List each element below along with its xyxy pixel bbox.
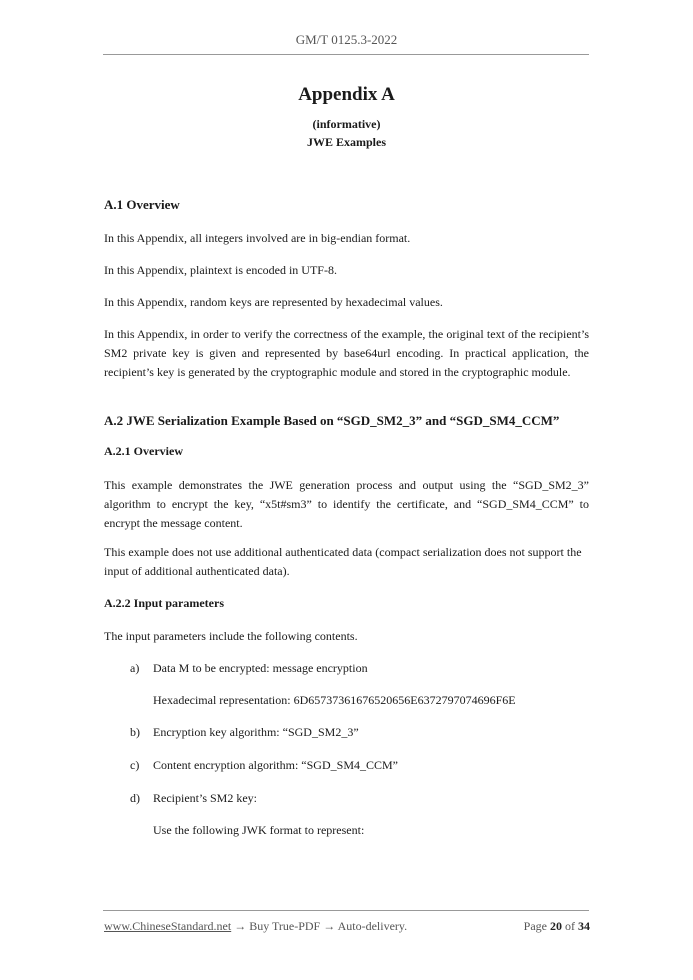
list-item-text: Recipient’s SM2 key: [153,791,257,805]
a1-paragraph-1: In this Appendix, all integers involved are in big-endian format. [104,231,411,245]
footer-promo [104,919,407,934]
footer-site-link[interactable]: www.ChineseStandard.net [104,919,232,933]
arrow-icon: → [323,919,336,933]
list-item-marker: b) [130,725,140,739]
page-of-label: of [565,919,575,933]
a1-paragraph-3: In this Appendix, random keys are represented by hexadecimal values. [104,295,443,309]
section-a1-heading: A.1 Overview [104,197,180,212]
footer-delivery-text: Auto-delivery. [337,919,408,933]
arrow-icon: → [234,919,247,933]
running-header: GM/T 0125.3-2022 [295,32,398,47]
list-item-detail: Use the following JWK format to represent: [153,823,365,837]
section-a22-heading: A.2.2 Input parameters [104,596,224,610]
list-item-marker: d) [130,791,140,805]
page-number [504,919,590,934]
footer-rule [103,910,589,911]
a21-paragraph-1: This example demonstrates the JWE generation process and output using the “SGD_SM2_3” algorithm to encrypt the key, “x5t#sm3” to identify the certificate, and “SGD_SM4_CCM” to encrypt the message content. [104,478,589,530]
page-label: Page [523,919,547,933]
page-current: 20 [550,919,562,933]
appendix-subject: JWE Examples [306,135,386,149]
appendix-informative: (informative) [312,117,381,131]
list-item-text: Content encryption algorithm: “SGD_SM4_CCM” [153,758,398,772]
list-item-text: Data M to be encrypted: message encryption [153,661,368,675]
list-item-marker: c) [130,758,140,772]
header-rule [103,54,589,55]
a1-paragraph-2: In this Appendix, plaintext is encoded in UTF-8. [104,263,337,277]
appendix-title: Appendix A [298,84,395,105]
page-total: 34 [578,919,590,933]
list-item-marker: a) [130,661,140,675]
a21-paragraph-2: This example does not use additional authenticated data (compact serialization does not support the input of additional authenticated data). [104,545,582,578]
list-item-detail: Hexadecimal representation: 6D65737361676520656E6372797074696F6E [153,693,516,707]
a22-intro: The input parameters include the following contents. [104,629,358,643]
section-a21-heading: A.2.1 Overview [104,444,183,458]
list-item-text: Encryption key algorithm: “SGD_SM2_3” [153,725,359,739]
a1-paragraph-4: In this Appendix, in order to verify the correctness of the example, the original text of the recipient’s SM2 private key is given and represented by base64url encoding. In practical application, the recipient’s key is generated by the cryptographic module and stored in the cryptographic module. [104,327,589,379]
footer-buy-text: Buy True-PDF [249,919,321,933]
section-a2-heading: A.2 JWE Serialization Example Based on “SGD_SM2_3” and “SGD_SM4_CCM” [104,413,560,428]
